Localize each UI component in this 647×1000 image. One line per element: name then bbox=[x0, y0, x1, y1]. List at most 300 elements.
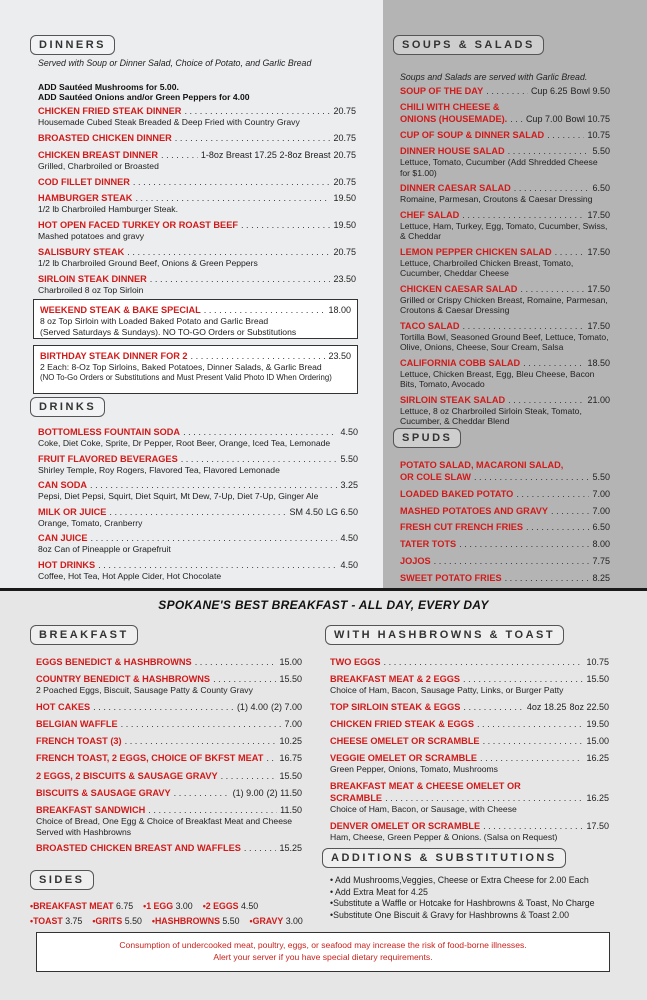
menu-item-price: 15.50 bbox=[279, 674, 302, 685]
menu-item bbox=[38, 105, 356, 128]
menu-item-row bbox=[38, 506, 358, 518]
menu-item-name: FRENCH TOAST (3) bbox=[36, 736, 122, 747]
menu-item bbox=[36, 735, 302, 747]
addition-item: • Add Mushrooms,Veggies, Cheese or Extra Cheese for 2.00 Each bbox=[330, 875, 589, 885]
dinners-add-onions: ADD Sautéed Onions and/or Green Peppers for 4.00 bbox=[38, 92, 250, 102]
menu-item-price: 10.75 bbox=[587, 130, 610, 140]
menu-item-row bbox=[38, 219, 356, 231]
menu-item-price: 7.00 bbox=[284, 719, 302, 730]
menu-item-name: LOADED BAKED POTATO bbox=[400, 488, 514, 499]
menu-item-price: 20.75 bbox=[333, 176, 356, 187]
menu-item-name: SIRLOIN STEAK SALAD bbox=[400, 394, 506, 405]
leader-dots bbox=[175, 132, 331, 144]
menu-item-name: OR COLE SLAW bbox=[400, 472, 471, 482]
warning-line-2: Alert your server if you have special dietary requirements. bbox=[213, 952, 433, 962]
menu-item bbox=[38, 426, 358, 449]
menu-item-row bbox=[400, 357, 610, 369]
menu-item-name: CUP OF SOUP & DINNER SALAD bbox=[400, 130, 545, 140]
side-item-name: •HASHBROWNS bbox=[151, 916, 220, 926]
side-item bbox=[203, 901, 258, 911]
menu-item-desc: 8oz Can of Pineapple or Grapefruit bbox=[38, 544, 171, 554]
leader-dots bbox=[121, 718, 282, 730]
menu-item-price: 15.50 bbox=[586, 674, 609, 685]
dinners-header: DINNERS bbox=[30, 35, 115, 55]
leader-dots bbox=[463, 673, 583, 685]
menu-item-row bbox=[38, 479, 358, 491]
menu-item-name: POTATO SALAD, MACARONI SALAD, bbox=[400, 460, 564, 470]
menu-item-row bbox=[400, 209, 610, 221]
additions-list bbox=[330, 875, 620, 921]
menu-item bbox=[400, 182, 610, 205]
side-item bbox=[143, 901, 193, 911]
addition-item: •Substitute a Waffle or Hotcake for Hashbrowns & Toast, No Charge bbox=[330, 898, 595, 908]
side-item-price: 3.75 bbox=[65, 916, 83, 926]
dinners-section bbox=[38, 58, 356, 300]
menu-item bbox=[400, 129, 610, 141]
menu-item-name: CHILI WITH CHEESE & bbox=[400, 102, 500, 112]
menu-item-price: 4.50 bbox=[340, 533, 358, 543]
leader-dots bbox=[486, 85, 528, 97]
leader-dots bbox=[221, 770, 277, 782]
menu-item-price: 5.50 bbox=[340, 453, 358, 464]
menu-item-price: Bowl 10.75 bbox=[565, 114, 610, 124]
side-item-price: 6.75 bbox=[116, 901, 134, 911]
menu-item-price: 20.75 bbox=[333, 149, 356, 160]
leader-dots bbox=[93, 701, 234, 713]
side-item-price: 4.50 bbox=[240, 901, 259, 911]
menu-item-row bbox=[400, 505, 610, 517]
menu-item-row bbox=[400, 129, 610, 141]
menu-item-row bbox=[400, 521, 610, 533]
side-item-price: 5.50 bbox=[222, 916, 240, 926]
menu-item-price: 17.50 bbox=[587, 209, 610, 220]
weekend-special-name: WEEKEND STEAK & BAKE SPECIAL bbox=[40, 305, 201, 315]
hashbrowns-list bbox=[330, 656, 609, 848]
menu-item-desc: Mashed potatoes and gravy bbox=[38, 231, 145, 241]
menu-item-price: 15.50 bbox=[279, 770, 302, 781]
menu-item bbox=[36, 842, 302, 854]
leader-dots bbox=[241, 219, 331, 231]
leader-dots bbox=[195, 656, 277, 668]
menu-item-name-row bbox=[400, 459, 610, 471]
menu-item-desc: 1/2 lb Charbroiled Ground Beef, Onions & Green Peppers bbox=[38, 258, 258, 268]
menu-item-name: CHICKEN FRIED STEAK DINNER bbox=[38, 106, 182, 116]
menu-item-name: EGGS BENEDICT & HASHBROWNS bbox=[36, 657, 192, 667]
leader-dots bbox=[127, 246, 330, 258]
menu-item-desc: Pepsi, Diet Pepsi, Squirt, Diet Squirt, Mt Dew, 7-Up, Diet 7-Up, Ginger Ale bbox=[38, 491, 319, 501]
soups-subtitle: Soups and Salads are served with Garlic Bread. bbox=[400, 72, 588, 82]
dinner-specials bbox=[33, 299, 358, 400]
menu-item bbox=[330, 701, 609, 713]
leader-dots bbox=[174, 787, 230, 799]
menu-item-price: 15.00 bbox=[279, 657, 302, 667]
menu-item bbox=[330, 735, 609, 747]
menu-item-name: ONIONS (HOUSEMADE). bbox=[400, 114, 508, 124]
menu-item-price: 5.50 bbox=[592, 146, 610, 156]
menu-item-row bbox=[330, 792, 609, 804]
menu-item-name: DENVER OMELET OR SCRAMBLE bbox=[330, 820, 481, 831]
menu-item-desc: Romaine, Parmesan, Croutons & Caesar Dressing bbox=[400, 194, 593, 204]
menu-item bbox=[36, 752, 302, 764]
menu-item-price: 4.50 bbox=[340, 427, 358, 437]
leader-dots bbox=[459, 538, 589, 550]
menu-item-desc: Grilled or Crispy Chicken Breast, Romaine, Parmesan, Croutons & Caesar Dressing bbox=[400, 294, 608, 315]
menu-item-desc: Tortilla Bowl, Seasoned Ground Beef, Lettuce, Tomato, Olive, Onions, Cheese, Sour Cream, Salsa bbox=[400, 331, 609, 352]
birthday-special-desc: 2 Each: 8-Oz Top Sirloins, Baked Potatoes, Dinner Salads, & Garlic Bread bbox=[40, 362, 322, 372]
menu-item-row bbox=[400, 488, 610, 500]
menu-item-name: BREAKFAST MEAT & 2 EGGS bbox=[330, 674, 460, 685]
menu-item-name: BREAKFAST MEAT & CHEESE OMELET OR bbox=[330, 781, 521, 792]
side-item-name: •GRITS bbox=[92, 916, 123, 926]
side-item bbox=[92, 916, 142, 926]
menu-item-price: 8oz 22.50 bbox=[569, 701, 609, 712]
menu-item-row bbox=[400, 246, 610, 258]
menu-item-row bbox=[36, 656, 302, 668]
menu-item-name: CHEESE OMELET OR SCRAMBLE bbox=[330, 736, 480, 747]
soups-section bbox=[400, 72, 610, 431]
leader-dots bbox=[480, 752, 583, 764]
leader-dots bbox=[516, 488, 589, 500]
menu-item-row bbox=[38, 149, 356, 161]
menu-item-price: 15.00 bbox=[586, 736, 609, 747]
menu-item-price: 16.75 bbox=[279, 753, 302, 764]
menu-item-row bbox=[38, 273, 356, 285]
leader-dots bbox=[514, 182, 590, 194]
leader-dots bbox=[477, 718, 584, 730]
side-item-name: •BREAKFAST MEAT bbox=[30, 901, 114, 911]
menu-item-desc: 1/2 lb Charbroiled Hamburger Steak. bbox=[38, 204, 178, 214]
menu-item-desc: Shirley Temple, Roy Rogers, Flavored Tea, Flavored Lemonade bbox=[38, 464, 280, 475]
menu-item-price: (2) 7.00 bbox=[270, 701, 302, 712]
menu-item-row bbox=[36, 787, 302, 799]
weekend-special-desc2: (Served Saturdays & Sundays). NO TO-GO Orders or Substitutions bbox=[40, 326, 297, 337]
menu-item-name: HOT DRINKS bbox=[38, 559, 96, 570]
dinners-subtitle: Served with Soup or Dinner Salad, Choice of Potato, and Garlic Bread bbox=[38, 58, 312, 68]
menu-item-name: CAN JUICE bbox=[38, 533, 88, 543]
menu-item-desc: Choice of Ham, Bacon, Sausage Patty, Links, or Burger Patty bbox=[330, 685, 564, 696]
menu-item-row bbox=[400, 182, 610, 194]
birthday-special-name: BIRTHDAY STEAK DINNER FOR 2 bbox=[40, 351, 188, 361]
menu-item bbox=[400, 320, 610, 353]
menu-item bbox=[38, 559, 358, 582]
menu-item-price-alt: SM 4.50 bbox=[289, 506, 323, 517]
leader-dots bbox=[213, 673, 276, 685]
menu-item bbox=[400, 538, 610, 550]
leader-dots bbox=[547, 129, 584, 141]
menu-item-price: (2) 11.50 bbox=[266, 787, 302, 798]
menu-item-name: LEMON PEPPER CHICKEN SALAD bbox=[400, 246, 552, 257]
menu-item bbox=[36, 770, 302, 782]
menu-item bbox=[36, 787, 302, 799]
menu-item-row bbox=[36, 804, 302, 816]
leader-dots bbox=[385, 792, 583, 804]
menu-item-name: MILK OR JUICE bbox=[38, 506, 107, 517]
menu-item-row bbox=[38, 132, 356, 144]
menu-item-desc: Lettuce, 8 oz Charbroiled Sirloin Steak, Tomato, Cucumber, & Cheddar Blend bbox=[400, 405, 582, 426]
menu-item-name: BREAKFAST SANDWICH bbox=[36, 805, 146, 815]
menu-item-row bbox=[400, 113, 610, 125]
menu-item-row bbox=[36, 673, 302, 685]
menu-item-desc: Lettuce, Chicken Breast, Egg, Bleu Cheese, Bacon Bits, Tomato, Avocado bbox=[400, 368, 595, 389]
menu-item-row bbox=[38, 532, 358, 544]
menu-item-row bbox=[36, 752, 302, 764]
sides-row bbox=[30, 914, 320, 929]
menu-item-price: 11.50 bbox=[280, 805, 302, 815]
menu-item-name: HOT CAKES bbox=[36, 701, 91, 712]
menu-item-row bbox=[38, 192, 356, 204]
menu-item-desc: Ham, Cheese, Green Pepper & Onions. (Salsa on Request) bbox=[330, 831, 558, 842]
menu-item-price: 7.00 bbox=[592, 505, 610, 516]
menu-item-price: 16.25 bbox=[586, 753, 609, 764]
menu-item-row bbox=[330, 701, 609, 713]
menu-item-row bbox=[330, 673, 609, 685]
menu-item-price: 17.50 bbox=[587, 320, 610, 331]
menu-item-price: 19.50 bbox=[333, 220, 356, 230]
menu-item-name: COD FILLET DINNER bbox=[38, 176, 130, 187]
leader-dots bbox=[125, 735, 277, 747]
menu-item bbox=[400, 394, 610, 427]
menu-item-price: 17.50 bbox=[587, 283, 610, 294]
menu-item-price: 17.50 bbox=[586, 820, 609, 831]
leader-dots bbox=[161, 149, 198, 161]
menu-item-price: 8.25 bbox=[592, 572, 610, 583]
side-item-name: •TOAST bbox=[30, 916, 63, 926]
dinners-list bbox=[38, 105, 356, 296]
menu-item-price: 7.00 bbox=[592, 488, 610, 499]
menu-item bbox=[38, 176, 356, 188]
menu-item-row bbox=[38, 453, 358, 465]
leader-dots bbox=[463, 320, 585, 332]
menu-item-row bbox=[36, 735, 302, 747]
breakfast-banner: SPOKANE'S BEST BREAKFAST - ALL DAY, EVERY DAY bbox=[158, 598, 489, 612]
menu-item-row bbox=[36, 770, 302, 782]
menu-item-price: 6.50 bbox=[592, 183, 610, 193]
menu-item-desc: Charbroiled 8 oz Top Sirloin bbox=[38, 285, 144, 295]
menu-item-row bbox=[400, 145, 610, 157]
menu-item-row bbox=[400, 471, 610, 483]
menu-item-desc: Housemade Cubed Steak Breaded & Deep Fried with Country Gravy bbox=[38, 117, 300, 127]
side-item-price: 3.00 bbox=[285, 916, 303, 926]
menu-item-row bbox=[38, 559, 358, 571]
menu-item bbox=[36, 804, 302, 837]
menu-item-name: VEGGIE OMELET OR SCRAMBLE bbox=[330, 753, 478, 764]
menu-item-name: MASHED POTATOES AND GRAVY bbox=[400, 505, 549, 516]
menu-item-name: SOUP OF THE DAY bbox=[400, 86, 484, 96]
menu-item-desc: Choice of Bread, One Egg & Choice of Breakfast Meat and Cheese Served with Hashbrowns bbox=[36, 816, 293, 837]
menu-item-name: DINNER HOUSE SALAD bbox=[400, 146, 505, 156]
leader-dots bbox=[526, 521, 589, 533]
menu-item bbox=[38, 532, 358, 555]
menu-item-row bbox=[36, 718, 302, 730]
breakfast-list bbox=[36, 656, 302, 859]
sides-list bbox=[30, 899, 320, 929]
menu-item-name: SALISBURY STEAK bbox=[38, 247, 125, 257]
menu-item-row bbox=[400, 320, 610, 332]
menu-item-name: FRESH CUT FRENCH FRIES bbox=[400, 522, 524, 533]
menu-item-row bbox=[330, 718, 609, 730]
menu-item bbox=[38, 453, 358, 476]
menu-item-desc: Coke, Diet Coke, Sprite, Dr Pepper, Root Beer, Orange, Iced Tea, Lemonade bbox=[38, 438, 331, 448]
leader-dots bbox=[551, 505, 589, 517]
drinks-header: DRINKS bbox=[30, 397, 105, 417]
side-item-name: •1 EGG bbox=[143, 901, 174, 911]
menu-item-price: 3.25 bbox=[340, 480, 358, 490]
menu-item-row bbox=[38, 105, 356, 117]
leader-dots bbox=[434, 555, 590, 567]
menu-item-price: 10.75 bbox=[586, 657, 609, 667]
menu-item-price: 20.75 bbox=[333, 106, 356, 116]
menu-item bbox=[400, 357, 610, 390]
soups-salads-header: SOUPS & SALADS bbox=[393, 35, 544, 55]
menu-item bbox=[38, 192, 356, 215]
menu-item bbox=[400, 283, 610, 316]
menu-item bbox=[400, 459, 610, 483]
menu-item-name: COUNTRY BENEDICT & HASHBROWNS bbox=[36, 674, 211, 685]
menu-item-row bbox=[400, 572, 610, 584]
menu-item bbox=[38, 132, 356, 144]
menu-item-name-row bbox=[330, 780, 609, 792]
menu-item-row bbox=[330, 752, 609, 764]
leader-dots bbox=[508, 145, 590, 157]
weekend-special-box bbox=[33, 299, 358, 339]
menu-item-price: 7.75 bbox=[592, 555, 610, 566]
menu-item-row bbox=[400, 555, 610, 567]
menu-item-price: Bowl 9.50 bbox=[570, 86, 610, 96]
menu-item bbox=[400, 521, 610, 533]
menu-item-name: TWO EGGS bbox=[330, 657, 381, 667]
menu-item-price: 17.50 bbox=[587, 246, 610, 257]
menu-item-desc: Orange, Tomato, Cranberry bbox=[38, 517, 143, 528]
menu-item-name: FRENCH TOAST, 2 EGGS, CHOICE OF BKFST MEAT bbox=[36, 753, 264, 764]
menu-item bbox=[36, 701, 302, 713]
menu-item-desc: Lettuce, Ham, Turkey, Egg, Tomato, Cucumber, Swiss, & Cheddar bbox=[400, 220, 608, 241]
menu-item-price: 5.50 bbox=[592, 472, 610, 482]
menu-item bbox=[400, 85, 610, 97]
side-item-name: •2 EGGS bbox=[202, 901, 239, 911]
menu-item-name: HAMBURGER STEAK bbox=[38, 193, 133, 203]
menu-item-name: 2 EGGS, 2 BISCUITS & SAUSAGE GRAVY bbox=[36, 770, 218, 781]
menu-item bbox=[36, 656, 302, 668]
menu-item-name: BROASTED CHICKEN BREAST AND WAFFLES bbox=[36, 843, 241, 854]
menu-item-price: 21.00 bbox=[587, 394, 610, 405]
menu-item bbox=[330, 718, 609, 730]
spuds-header: SPUDS bbox=[393, 428, 461, 448]
birthday-special-price: 23.50 bbox=[328, 351, 351, 361]
menu-item bbox=[38, 246, 356, 269]
menu-item bbox=[400, 505, 610, 517]
menu-item-name: CHICKEN CAESAR SALAD bbox=[400, 283, 518, 294]
leader-dots bbox=[133, 176, 331, 188]
hashbrowns-header: WITH HASHBROWNS & TOAST bbox=[325, 625, 564, 645]
menu-item-price: LG 6.50 bbox=[325, 506, 358, 517]
menu-item bbox=[38, 219, 356, 242]
menu-item bbox=[400, 555, 610, 567]
weekend-special-price: 18.00 bbox=[328, 305, 351, 315]
menu-item-row bbox=[330, 735, 609, 747]
menu-item-name: CAN SODA bbox=[38, 480, 88, 490]
menu-item-price: 10.25 bbox=[279, 736, 302, 747]
menu-item-row bbox=[400, 283, 610, 295]
menu-item-name: SWEET POTATO FRIES bbox=[400, 572, 502, 583]
leader-dots bbox=[523, 357, 584, 369]
warning-line-1: Consumption of undercooked meat, poultry, eggs, or seafood may increase the risk of food-borne illnesses. bbox=[119, 940, 527, 950]
leader-dots bbox=[483, 735, 584, 747]
menu-item bbox=[36, 673, 302, 696]
weekend-special-desc: 8 oz Top Sirloin with Loaded Baked Potato and Garlic Bread bbox=[40, 316, 269, 326]
addition-item: • Add Extra Meat for 4.25 bbox=[330, 886, 428, 897]
menu-item-row bbox=[38, 246, 356, 258]
menu-item-name: DINNER CAESAR SALAD bbox=[400, 183, 511, 193]
menu-item-row bbox=[400, 85, 610, 97]
menu-item-name: TOP SIRLOIN STEAK & EGGS bbox=[330, 701, 461, 712]
food-safety-warning bbox=[36, 932, 610, 972]
menu-item bbox=[400, 209, 610, 242]
leader-dots bbox=[462, 209, 584, 221]
menu-item-price: 19.50 bbox=[333, 193, 356, 203]
menu-item-desc: Lettuce, Charbroiled Chicken Breast, Tomato, Cucumber, Cheddar Cheese bbox=[400, 257, 574, 278]
menu-item-name: TACO SALAD bbox=[400, 320, 460, 331]
menu-item-price-alt: 4oz 18.25 bbox=[526, 701, 567, 712]
menu-item-desc: Lettuce, Tomato, Cucumber (Add Shredded Cheese for $1.00) bbox=[400, 157, 598, 178]
menu-item-row bbox=[330, 656, 609, 668]
leader-dots bbox=[150, 273, 331, 285]
menu-item bbox=[38, 506, 358, 529]
menu-item-price-alt: (1) 4.00 bbox=[236, 701, 268, 712]
menu-item bbox=[400, 488, 610, 500]
spuds-list bbox=[400, 459, 610, 589]
menu-item-name: JOJOS bbox=[400, 555, 431, 566]
menu-item-name: SIRLOIN STEAK DINNER bbox=[38, 274, 147, 284]
menu-item bbox=[400, 101, 610, 125]
sides-row bbox=[30, 899, 320, 914]
leader-dots bbox=[90, 479, 337, 491]
menu-item bbox=[36, 718, 302, 730]
menu-item-desc: Coffee, Hot Tea, Hot Apple Cider, Hot Chocolate bbox=[38, 570, 222, 581]
side-item bbox=[250, 916, 303, 926]
menu-item bbox=[400, 145, 610, 178]
menu-item-price: 8.00 bbox=[592, 539, 610, 550]
menu-item-name: CHEF SALAD bbox=[400, 209, 460, 220]
leader-dots bbox=[148, 804, 277, 816]
leader-dots bbox=[384, 656, 584, 668]
leader-dots bbox=[510, 113, 523, 125]
menu-item-price: 15.25 bbox=[279, 843, 302, 854]
leader-dots bbox=[184, 105, 330, 117]
leader-dots bbox=[483, 820, 583, 832]
menu-item-price-alt: Cup 6.25 bbox=[530, 86, 568, 96]
menu-item bbox=[330, 780, 609, 815]
leader-dots bbox=[109, 506, 286, 518]
menu-item bbox=[330, 820, 609, 843]
menu-item-price: 20.75 bbox=[333, 133, 356, 143]
addition-item: •Substitute One Biscuit & Gravy for Hashbrowns & Toast 2.00 bbox=[330, 909, 570, 920]
menu-item-price: 6.50 bbox=[592, 522, 610, 533]
birthday-special-desc2: (NO To-Go Orders or Substitutions and Must Present Valid Photo ID When Ordering) bbox=[40, 372, 332, 382]
menu-item-price: 19.50 bbox=[586, 719, 609, 730]
side-item-price: 3.00 bbox=[175, 901, 193, 911]
menu-item-row bbox=[36, 842, 302, 854]
soups-list bbox=[400, 85, 610, 427]
leader-dots bbox=[505, 572, 590, 584]
side-item bbox=[30, 916, 82, 926]
breakfast-header: BREAKFAST bbox=[30, 625, 138, 645]
side-item-name: •GRAVY bbox=[249, 916, 284, 926]
side-item-price: 5.50 bbox=[124, 916, 142, 926]
sides-header: SIDES bbox=[30, 870, 94, 890]
side-item bbox=[152, 916, 240, 926]
menu-item-row bbox=[36, 701, 302, 713]
leader-dots bbox=[91, 532, 338, 544]
